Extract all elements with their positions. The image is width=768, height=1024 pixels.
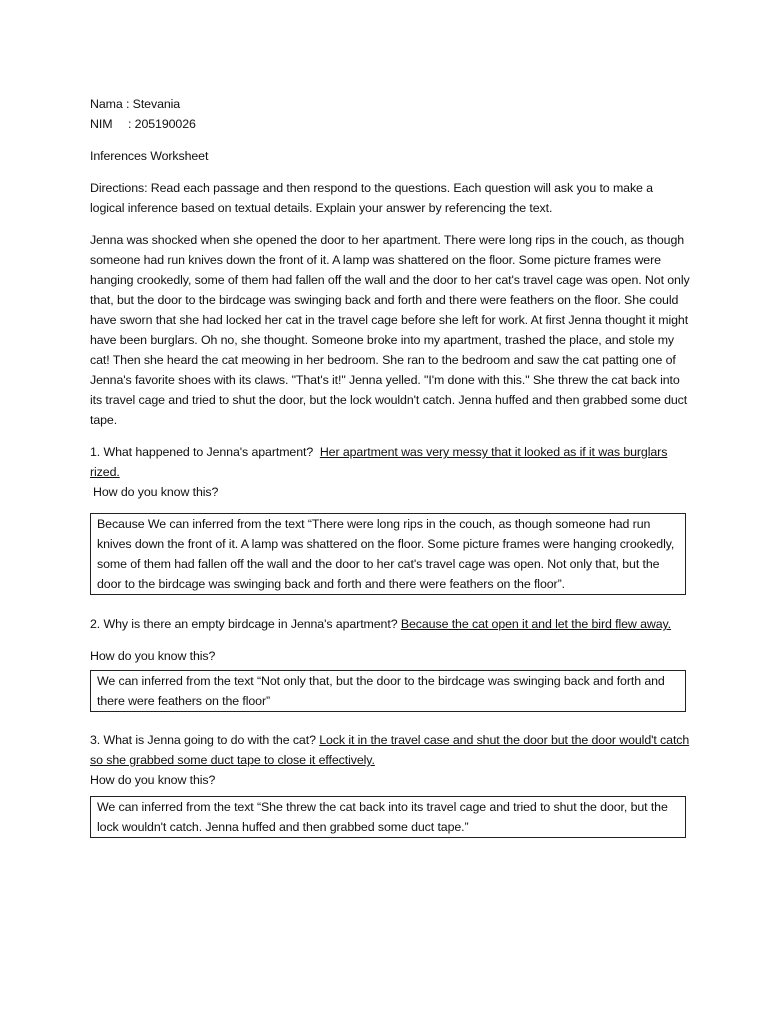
question-1-answer: Her apartment was very messy that it looked as if it was burglars rized. xyxy=(90,445,668,479)
question-2-evidence-box: We can inferred from the text “Not only that, but the door to the birdcage was swinging back and forth and there were feathers on the floor” xyxy=(90,670,686,712)
question-1 xyxy=(90,442,690,482)
question-3-text: 3. What is Jenna going to do with the cat? xyxy=(90,733,316,747)
reading-passage: Jenna was shocked when she opened the door to her apartment. There were long rips in the couch, as though someone had run knives down the front of it. A lamp was shattered on the floor. Some picture frames were hanging crookedly, some of them had fallen off the wall and the door to her cat's travel cage was open. Not only that, but the door to the birdcage was swinging back and forth and there were feathers on the floor. She could have sworn that she had locked her cat in the travel cage before she left for work. At first Jenna thought it might have been burglars. Oh no, she thought. Someone broke into my apartment, trashed the place, and stole my cat! Then she heard the cat meowing in her bedroom. She ran to the bedroom and saw the cat patting one of Jenna's favorite shoes with its claws. "That's it!" Jenna yelled. "I'm done with this." She threw the cat back into its travel cage and tried to shut the door, but the lock wouldn't catch. Jenna huffed and then grabbed some duct tape. xyxy=(90,233,690,427)
question-3 xyxy=(90,730,690,770)
question-3-how: How do you know this? xyxy=(90,773,216,787)
worksheet-title: Inferences Worksheet xyxy=(90,149,209,163)
worksheet-document xyxy=(90,94,690,838)
question-2-how: How do you know this? xyxy=(90,649,216,663)
question-2-answer: Because the cat open it and let the bird flew away. xyxy=(400,617,672,631)
question-3-answer: Lock it in the travel case and shut the door but the door would't catch so she grabbed some duct tape to close it effectively. xyxy=(90,733,690,767)
student-id-line xyxy=(90,114,690,134)
question-1-evidence-box: Because We can inferred from the text “There were long rips in the couch, as though someone had run knives down the front of it. A lamp was shattered on the floor. Some picture frames were hanging crookedly, some of them had fallen off the wall and the door to her cat's travel cage was open. Not only that, but the door to the birdcage was swinging back and forth and there were feathers on the floor”. xyxy=(90,513,686,595)
student-name: Nama : Stevania xyxy=(90,97,181,111)
question-2 xyxy=(90,614,690,634)
student-id-value: : 205190026 xyxy=(128,117,196,131)
question-3-evidence-box: We can inferred from the text “She threw the cat back into its travel cage and tried to shut the door, but the lock wouldn't catch. Jenna huffed and then grabbed some duct tape.” xyxy=(90,796,686,838)
question-2-text: 2. Why is there an empty birdcage in Jenna's apartment? xyxy=(90,617,398,631)
question-1-how: How do you know this? xyxy=(93,485,219,499)
question-1-text: 1. What happened to Jenna's apartment? xyxy=(90,445,314,459)
student-id-label: NIM xyxy=(90,117,113,131)
directions-text: Directions: Read each passage and then respond to the questions. Each question will ask you to make a logical inference based on textual details. Explain your answer by referencing the text. xyxy=(90,181,653,215)
